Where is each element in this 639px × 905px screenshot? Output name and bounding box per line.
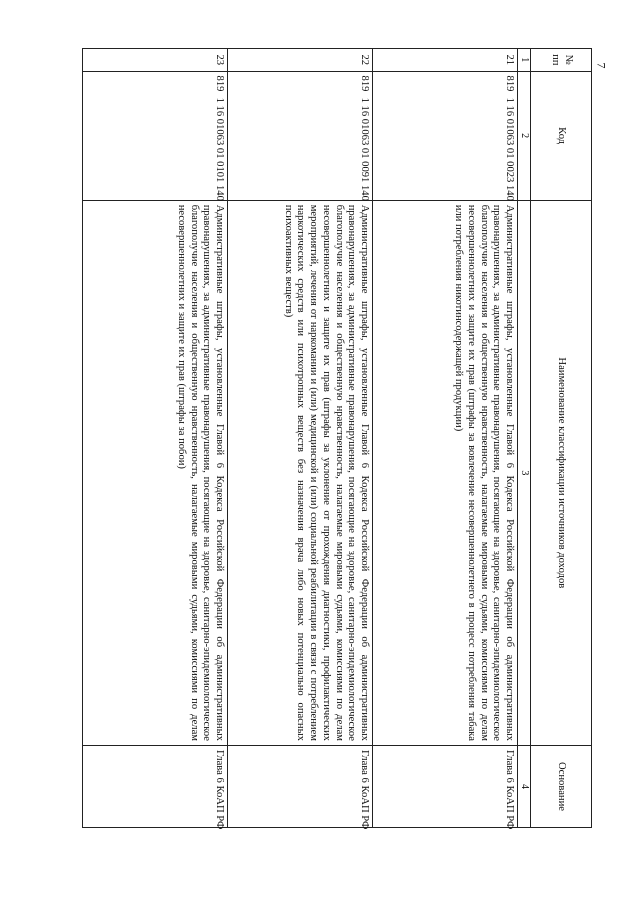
row-description: Административные штрафы, установленные Главой 6 Кодекса Российской Федерации об административных правонарушениях, за административные правонарушения, посягающие на здоровье, санитарно-эпидемиологическое благополучие населения и общественную нравственность, налагаемые мировыми судьями, комиссиями по делам несовершеннолетних и защите их прав (штрафы за побои) (83, 200, 228, 745)
row-num: 22 (228, 49, 373, 72)
row-description: Административные штрафы, установленные Главой 6 Кодекса Российской Федерации об административных правонарушениях, за административные правонарушения, посягающие на здоровье, санитарно-эпидемиологическое благополучие населения и общественную нравственность, налагаемые мировыми судьями, комиссиями по делам несовершеннолетних и защите их прав (штрафы за уклонение от прохождения диагностики, профилактических мероприятий, лечения от наркомании и (или) медицинской и (или) социальной реабилитации в связи с потреблением наркотических средств или психотропных веществ без назначения врача либо новых потенциально опасных психоактивных веществ) (228, 200, 373, 745)
col-number-3: 3 (518, 200, 531, 745)
landscape-content (92, 48, 592, 828)
col-number-1: 1 (518, 49, 531, 72)
row-num: 21 (373, 49, 518, 72)
col-number-4: 4 (518, 745, 531, 827)
row-admin-code: 819 (373, 71, 518, 94)
header-row (531, 49, 592, 828)
row-description: Административные штрафы, установленные Главой 6 Кодекса Российской Федерации об административных правонарушениях, за административные правонарушения, посягающие на здоровье, санитарно-эпидемиологическое благополучие населения и общественную нравственность, налагаемые мировыми судьями, комиссиями по делам несовершеннолетних и защите их прав (штрафы за вовлечение несовершеннолетнего в процесс потребления табака или потребления никотинсодержащей продукции) (373, 200, 518, 745)
col-number-2: 2 (518, 71, 531, 200)
row-admin-code: 819 (228, 71, 373, 94)
header-name: Наименование классификации источников доходов (531, 200, 592, 745)
row-income-code: 1 16 01063 01 0101 140 (83, 94, 228, 201)
row-basis: Глава 6 КоАП РФ (373, 745, 518, 827)
table-row (373, 49, 518, 828)
row-income-code: 1 16 01063 01 0023 140 (373, 94, 518, 201)
rotated-page (92, 48, 592, 828)
header-basis: Основание (531, 745, 592, 827)
row-basis: Глава 6 КоАП РФ (83, 745, 228, 827)
table-row (228, 49, 373, 828)
row-admin-code: 819 (83, 71, 228, 94)
column-number-row (518, 49, 531, 828)
row-income-code: 1 16 01063 01 0091 140 (228, 94, 373, 201)
table-row (83, 49, 228, 828)
header-num: № пп (531, 49, 592, 72)
header-code: Код (531, 71, 592, 200)
page-number: 7 (594, 62, 609, 69)
row-num: 23 (83, 49, 228, 72)
income-classification-table (82, 48, 592, 828)
row-basis: Глава 6 КоАП РФ (228, 745, 373, 827)
